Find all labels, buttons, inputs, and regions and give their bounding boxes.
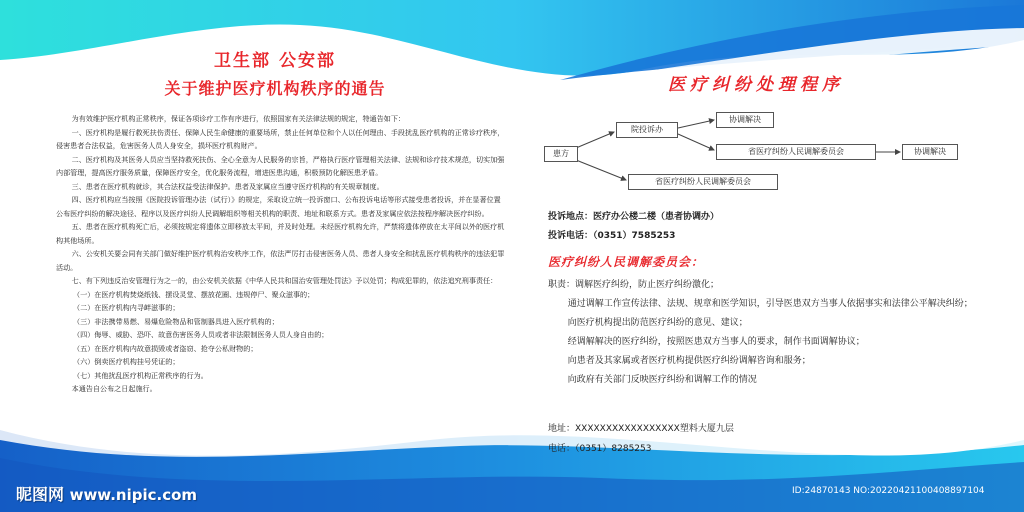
notice-paragraph: 六、公安机关要会同有关部门做好维护医疗机构治安秩序工作，依法严厉打击侵害医务人员、患者人身安全和扰乱医疗机构秩序的违法犯罪活动。 (56, 249, 505, 272)
arrow-to-mediation-a (678, 134, 714, 150)
notice-paragraph: 二、医疗机构及其医务人员应当坚持救死扶伤、全心全意为人民服务的宗旨，严格执行医疗管理相关法律、法规和诊疗技术规范，切实加强内部管理，提高医疗服务质量，保障医疗安全，优化服务流程，增进医患沟通，积极预防化解医患矛盾。 (56, 154, 505, 177)
notice-list-item: （三）非法携带易燃、易爆危险物品和管制器具进入医疗机构的； (73, 316, 279, 326)
committee-phone: 电话：（0351）8285253 (548, 444, 652, 454)
watermark-brand (16, 482, 197, 505)
flow-box-mediation-b: 省医疗纠纷人民调解委员会 (628, 174, 778, 190)
duty-item: 向医疗机构提出防范医疗纠纷的意见、建议； (567, 318, 748, 328)
flow-box-resolve2: 协调解决 (902, 144, 958, 160)
notice-list-item: （六）倒卖医疗机构挂号凭证的； (73, 357, 180, 366)
notice-paragraph: 一、医疗机构是履行救死扶伤责任、保障人民生命健康的重要场所，禁止任何单位和个人以任何理由、手段扰乱医疗机构的正常诊疗秩序，侵害患者合法权益，危害医务人员人身安全，损坏医疗机构财产。 (56, 127, 505, 150)
complaint-phone: 投诉电话：（0351）7585253 (548, 231, 676, 241)
notice-title: 关于维护医疗机构秩序的通告 (164, 79, 386, 98)
dispute-flowchart (530, 104, 970, 204)
arrow-to-mediation-b (576, 160, 626, 180)
flow-box-patient: 患方 (544, 146, 578, 162)
flow-box-resolve1: 协调解决 (716, 112, 774, 128)
arrow-to-resolve1 (678, 120, 714, 128)
duty-item: 向患者及其家属或者医疗机构提供医疗纠纷调解咨询和服务； (567, 356, 811, 366)
watermark-id: ID:24870143 NO:20220421100408897104 (792, 486, 985, 496)
notice-list-item: （七）其他扰乱医疗机构正常秩序的行为。 (73, 370, 208, 380)
procedure-title: 医疗纠纷处理程序 (668, 75, 844, 95)
notice-list-item: （二）在医疗机构内寻衅滋事的； (73, 303, 180, 312)
notice-paragraph: 为有效维护医疗机构正常秩序，保证各项诊疗工作有序进行，依照国家有关法律法规的规定，特通告如下： (71, 114, 406, 123)
notice-list-item: （四）侮辱、威胁、恐吓、故意伤害医务人员或者非法限制医务人员人身自由的； (73, 330, 329, 339)
flow-box-complaint-office: 院投诉办 (616, 122, 678, 138)
flow-box-mediation-a: 省医疗纠纷人民调解委员会 (716, 144, 876, 160)
committee-duties (548, 276, 988, 390)
watermark-brand-name: 昵图网 (16, 485, 65, 504)
duty-item: 向政府有关部门反映医疗纠纷和调解工作的情况 (567, 375, 757, 385)
notice-paragraph: 四、医疗机构应当按照《医院投诉管理办法（试行）》的规定，采取设立统一投诉窗口、公布投诉电话等形式接受患者投诉，并在显著位置公布医疗纠纷的解决途径、程序以及医疗纠纷人民调解组织等相关机构的职责、地址和联系方式。患者及家属应依法按程序解决医疗纠纷。 (56, 195, 501, 218)
notice-paragraph: 三、患者在医疗机构就诊，其合法权益受法律保护。患者及家属应当遵守医疗机构的有关规章制度。 (71, 181, 384, 191)
notice-paragraph: 七、有下列违反治安管理行为之一的，由公安机关依据《中华人民共和国治安管理处罚法》予以处罚；构成犯罪的，依法追究刑事责任： (71, 276, 498, 285)
notice-closing: 本通告自公布之日起施行。 (71, 384, 157, 393)
committee-title: 医疗纠纷人民调解委员会： (548, 255, 705, 269)
committee-address: 地址：XXXXXXXXXXXXXXXXX塑料大厦九层 (548, 424, 734, 434)
notice-list-item: （五）在医疗机构内故意损毁或者盗窃、抢夺公私财物的； (73, 343, 258, 353)
notice-body (56, 112, 506, 396)
notice-title-issuers: 卫生部 公安部 (214, 51, 336, 71)
duty-item: 经调解解决的医疗纠纷，按照医患双方当事人的要求，制作书面调解协议； (567, 337, 865, 347)
arrow-to-complaint-office (576, 132, 614, 148)
complaint-location: 投诉地点：医疗办公楼二楼（患者协调办） (548, 212, 720, 222)
duty-item: 职责：调解医疗纠纷，防止医疗纠纷激化； (548, 280, 720, 290)
watermark-url: www.nipic.com (69, 486, 198, 504)
duty-item: 通过调解工作宣传法律、法规、规章和医学知识，引导医患双方当事人依据事实和法律公平解决纠纷； (567, 299, 973, 309)
notice-paragraph: 五、患者在医疗机构死亡后，必须按规定将遗体立即移放太平间，并及时处理。未经医疗机构允许，严禁将遗体停放在太平间以外的医疗机构其他场所。 (56, 222, 505, 245)
notice-list-item: （一）在医疗机构焚烧纸钱、摆设灵堂、摆放花圈、违规停尸、聚众滋事的； (73, 289, 315, 299)
